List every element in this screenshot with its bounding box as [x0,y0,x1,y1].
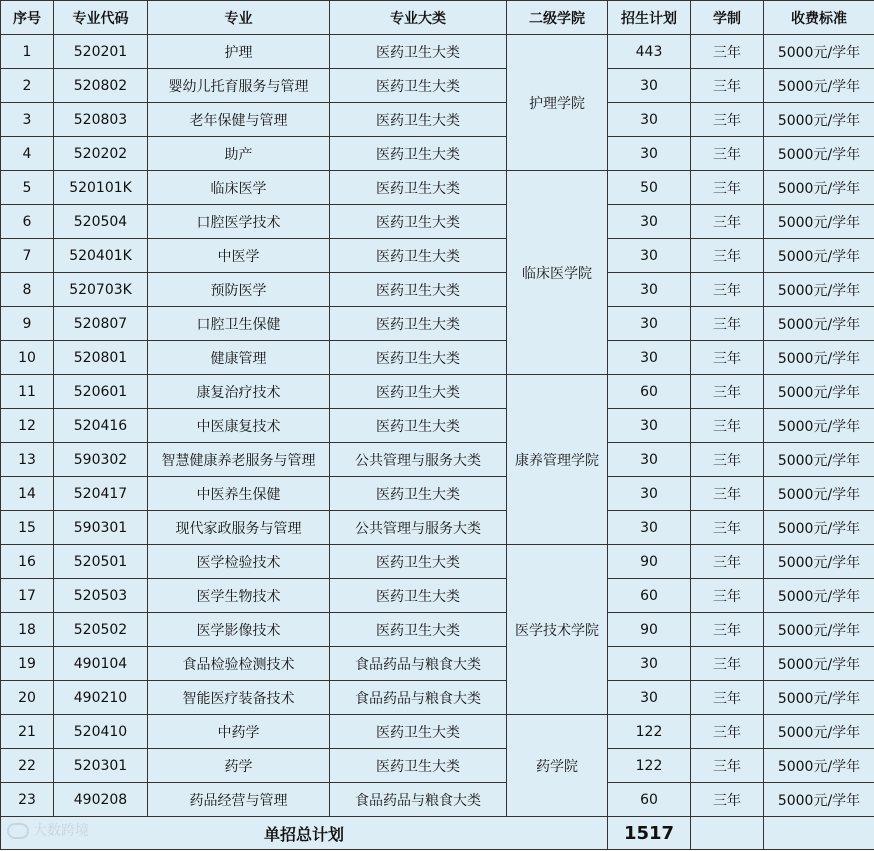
tuition-fee: 5000元/学年 [764,239,874,273]
major-code: 520410 [54,715,148,749]
major-category: 医药卫生大类 [330,205,507,239]
enrollment-plan: 30 [608,647,691,681]
duration: 三年 [691,239,764,273]
tuition-fee: 5000元/学年 [764,715,874,749]
enrollment-plan: 50 [608,171,691,205]
major-category: 医药卫生大类 [330,749,507,783]
enrollment-plan: 30 [608,477,691,511]
duration: 三年 [691,579,764,613]
enrollment-plan: 30 [608,239,691,273]
major-category: 医药卫生大类 [330,579,507,613]
major-category: 食品药品与粮食大类 [330,647,507,681]
tuition-fee: 5000元/学年 [764,103,874,137]
tuition-fee: 5000元/学年 [764,477,874,511]
total-row [1,817,874,850]
row-index: 19 [1,647,54,681]
tuition-fee: 5000元/学年 [764,579,874,613]
major-name: 中药学 [148,715,330,749]
table-row [1,239,874,273]
row-index: 22 [1,749,54,783]
major-code: 520801 [54,341,148,375]
tuition-fee: 5000元/学年 [764,613,874,647]
table-row [1,137,874,171]
table-row [1,545,874,579]
duration: 三年 [691,443,764,477]
college-name: 医学技术学院 [507,545,608,715]
row-index: 17 [1,579,54,613]
table-row [1,205,874,239]
duration: 三年 [691,511,764,545]
watermark-text: 大数跨境 [33,823,89,839]
enrollment-plan: 30 [608,205,691,239]
header-cell: 专业 [148,1,330,35]
duration: 三年 [691,35,764,69]
table-row [1,375,874,409]
duration: 三年 [691,307,764,341]
duration: 三年 [691,409,764,443]
major-name: 食品检验检测技术 [148,647,330,681]
duration: 三年 [691,783,764,817]
tuition-fee: 5000元/学年 [764,69,874,103]
enrollment-plan: 30 [608,511,691,545]
major-category: 医药卫生大类 [330,613,507,647]
table-row [1,307,874,341]
tuition-fee: 5000元/学年 [764,545,874,579]
empty-cell [691,817,764,850]
major-code: 520201 [54,35,148,69]
row-index: 13 [1,443,54,477]
major-category: 医药卫生大类 [330,715,507,749]
major-name: 现代家政服务与管理 [148,511,330,545]
header-cell: 专业大类 [330,1,507,35]
row-index: 6 [1,205,54,239]
college-name: 护理学院 [507,35,608,171]
major-code: 520503 [54,579,148,613]
duration: 三年 [691,613,764,647]
major-name: 婴幼儿托育服务与管理 [148,69,330,103]
major-category: 医药卫生大类 [330,273,507,307]
major-code: 520301 [54,749,148,783]
major-category: 医药卫生大类 [330,103,507,137]
header-cell: 学制 [691,1,764,35]
major-name: 健康管理 [148,341,330,375]
table-row [1,341,874,375]
enrollment-plan: 443 [608,35,691,69]
duration: 三年 [691,647,764,681]
major-name: 护理 [148,35,330,69]
enrollment-plan: 30 [608,443,691,477]
table-row [1,69,874,103]
enrollment-plan: 60 [608,579,691,613]
major-code: 520202 [54,137,148,171]
tuition-fee: 5000元/学年 [764,35,874,69]
enrollment-plan: 122 [608,715,691,749]
enrollment-plan: 30 [608,103,691,137]
table-row [1,443,874,477]
table-row [1,35,874,69]
header-cell: 二级学院 [507,1,608,35]
table-body [1,35,874,817]
duration: 三年 [691,171,764,205]
major-name: 药品经营与管理 [148,783,330,817]
enrollment-plan: 30 [608,273,691,307]
major-name: 中医康复技术 [148,409,330,443]
header-row [1,1,874,35]
enrollment-plan: 60 [608,783,691,817]
major-name: 口腔医学技术 [148,205,330,239]
tuition-fee: 5000元/学年 [764,273,874,307]
major-code: 490104 [54,647,148,681]
college-name: 药学院 [507,715,608,817]
row-index: 12 [1,409,54,443]
major-code: 520401K [54,239,148,273]
row-index: 5 [1,171,54,205]
duration: 三年 [691,715,764,749]
major-category: 医药卫生大类 [330,137,507,171]
major-category: 公共管理与服务大类 [330,511,507,545]
row-index: 7 [1,239,54,273]
enrollment-plan: 30 [608,681,691,715]
major-category: 食品药品与粮食大类 [330,783,507,817]
duration: 三年 [691,205,764,239]
major-name: 中医学 [148,239,330,273]
header-cell: 收费标准 [764,1,874,35]
row-index: 18 [1,613,54,647]
major-category: 食品药品与粮食大类 [330,681,507,715]
duration: 三年 [691,477,764,511]
major-code: 520101K [54,171,148,205]
major-name: 药学 [148,749,330,783]
table-row [1,749,874,783]
tuition-fee: 5000元/学年 [764,783,874,817]
row-index: 8 [1,273,54,307]
major-code: 520703K [54,273,148,307]
tuition-fee: 5000元/学年 [764,749,874,783]
major-code: 520807 [54,307,148,341]
duration: 三年 [691,749,764,783]
major-code: 520802 [54,69,148,103]
major-name: 口腔卫生保健 [148,307,330,341]
major-category: 医药卫生大类 [330,69,507,103]
row-index: 21 [1,715,54,749]
header-cell: 专业代码 [54,1,148,35]
major-category: 公共管理与服务大类 [330,443,507,477]
enrollment-plan: 30 [608,307,691,341]
row-index: 9 [1,307,54,341]
major-name: 医学检验技术 [148,545,330,579]
duration: 三年 [691,69,764,103]
duration: 三年 [691,273,764,307]
tuition-fee: 5000元/学年 [764,171,874,205]
duration: 三年 [691,341,764,375]
empty-cell [764,817,874,850]
table-row [1,681,874,715]
table-row [1,647,874,681]
row-index: 11 [1,375,54,409]
college-name: 临床医学院 [507,171,608,375]
row-index: 15 [1,511,54,545]
enrollment-plan: 90 [608,545,691,579]
major-category: 医药卫生大类 [330,171,507,205]
tuition-fee: 5000元/学年 [764,443,874,477]
tuition-fee: 5000元/学年 [764,647,874,681]
row-index: 16 [1,545,54,579]
header-cell: 招生计划 [608,1,691,35]
major-name: 临床医学 [148,171,330,205]
table-row [1,171,874,205]
major-code: 520601 [54,375,148,409]
major-code: 590301 [54,511,148,545]
tuition-fee: 5000元/学年 [764,205,874,239]
enrollment-plan: 122 [608,749,691,783]
row-index: 1 [1,35,54,69]
major-name: 老年保健与管理 [148,103,330,137]
duration: 三年 [691,545,764,579]
major-name: 医学影像技术 [148,613,330,647]
major-category: 医药卫生大类 [330,239,507,273]
college-name: 康养管理学院 [507,375,608,545]
tuition-fee: 5000元/学年 [764,511,874,545]
row-index: 20 [1,681,54,715]
major-category: 医药卫生大类 [330,477,507,511]
major-name: 智慧健康养老服务与管理 [148,443,330,477]
major-code: 590302 [54,443,148,477]
major-category: 医药卫生大类 [330,375,507,409]
total-label: 单招总计划 [1,817,608,850]
tuition-fee: 5000元/学年 [764,341,874,375]
row-index: 3 [1,103,54,137]
row-index: 10 [1,341,54,375]
total-value: 1517 [608,817,691,850]
major-category: 医药卫生大类 [330,35,507,69]
major-name: 预防医学 [148,273,330,307]
major-category: 医药卫生大类 [330,341,507,375]
tuition-fee: 5000元/学年 [764,137,874,171]
enrollment-plan: 30 [608,137,691,171]
table-row [1,477,874,511]
major-code: 520416 [54,409,148,443]
row-index: 4 [1,137,54,171]
table-row [1,409,874,443]
major-code: 520803 [54,103,148,137]
row-index: 23 [1,783,54,817]
tuition-fee: 5000元/学年 [764,375,874,409]
major-name: 中医养生保健 [148,477,330,511]
tuition-fee: 5000元/学年 [764,409,874,443]
duration: 三年 [691,681,764,715]
row-index: 14 [1,477,54,511]
table-row [1,783,874,817]
major-category: 医药卫生大类 [330,409,507,443]
table-row [1,715,874,749]
table-row [1,579,874,613]
major-code: 520502 [54,613,148,647]
major-code: 520417 [54,477,148,511]
major-code: 520504 [54,205,148,239]
duration: 三年 [691,137,764,171]
major-name: 助产 [148,137,330,171]
major-code: 520501 [54,545,148,579]
tuition-fee: 5000元/学年 [764,307,874,341]
enrollment-plan: 30 [608,341,691,375]
duration: 三年 [691,103,764,137]
row-index: 2 [1,69,54,103]
major-category: 医药卫生大类 [330,545,507,579]
major-name: 康复治疗技术 [148,375,330,409]
major-name: 智能医疗装备技术 [148,681,330,715]
duration: 三年 [691,375,764,409]
table-row [1,103,874,137]
table-row [1,273,874,307]
major-name: 医学生物技术 [148,579,330,613]
enrollment-plan: 90 [608,613,691,647]
header-cell: 序号 [1,1,54,35]
table-row [1,613,874,647]
major-category: 医药卫生大类 [330,307,507,341]
table-row [1,511,874,545]
enrollment-plan: 30 [608,69,691,103]
enrollment-plan: 60 [608,375,691,409]
tuition-fee: 5000元/学年 [764,681,874,715]
major-code: 490210 [54,681,148,715]
enrollment-plan: 30 [608,409,691,443]
major-code: 490208 [54,783,148,817]
